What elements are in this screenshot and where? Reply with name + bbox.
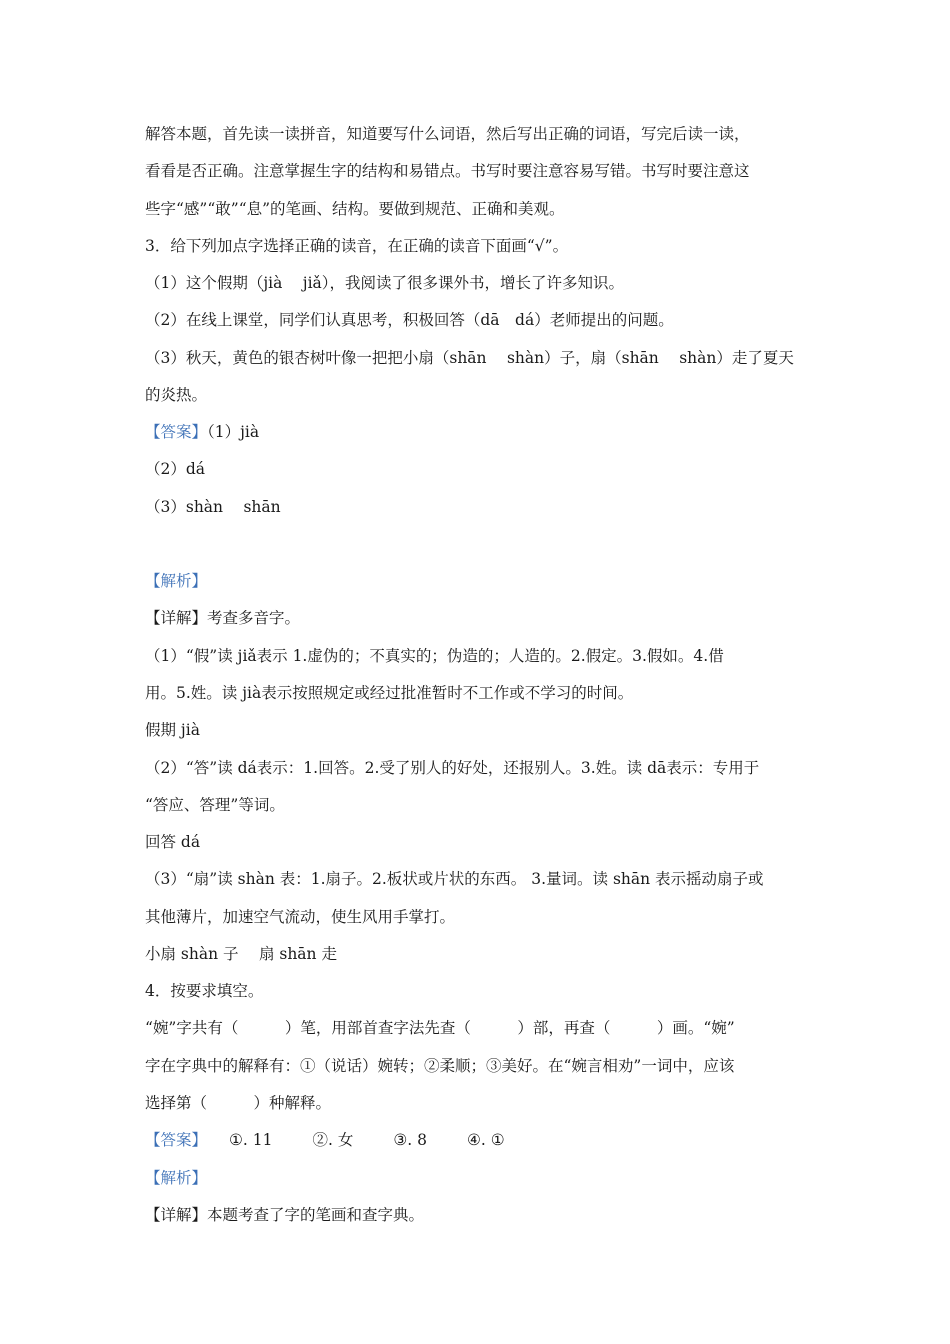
answer-line — [145, 1129, 810, 1151]
question-4-text: 选择第（ ）种解释。 — [145, 1094, 332, 1112]
question-3-item-1: （1）这个假期（jià jiǎ），我阅读了很多课外书，增长了许多知识。 — [145, 274, 625, 292]
answer-line: （2）dá — [145, 460, 206, 478]
text-line: （3）“扇”读 shàn 表：1.扇子。2.板状或片状的东西。 3.量词。读 shān 表示摇动扇子或 — [145, 870, 764, 888]
answer-tag: 【答案】 — [145, 1131, 208, 1149]
answer-item: ①. 11 — [229, 1131, 273, 1149]
text-line: 假期 jià — [145, 721, 200, 739]
answer-item: ④. ① — [466, 1131, 505, 1149]
detail-heading: 【详解】考查多音字。 — [145, 609, 301, 627]
text-line: （2）“答”读 dá表示：1.回答。2.受了别人的好处，还报别人。3.姓。读 dā表示：专用于 — [145, 759, 760, 777]
text-line: 回答 dá — [145, 833, 201, 851]
text-line: 用。5.姓。读 jià表示按照规定或经过批准暂时不工作或不学习的时间。 — [145, 684, 634, 702]
text-line: 其他薄片，加速空气流动，使生风用手掌打。 — [145, 908, 456, 926]
text-line: “答应、答理”等词。 — [145, 796, 285, 814]
text-line: （1）“假”读 jiǎ表示 1.虚伪的；不真实的；伪造的；人造的。2.假定。3.假如。4.借 — [145, 647, 724, 665]
text-line: 小扇 shàn 子 扇 shān 走 — [145, 945, 337, 963]
answer-item: ③. 8 — [393, 1131, 427, 1149]
answer-text: （1）jià — [207, 423, 260, 441]
analysis-tag: 【解析】 — [145, 572, 208, 590]
text-line: 些字“感”“敢”“息”的笔画、结构。要做到规范、正确和美观。 — [145, 200, 565, 218]
answer-line: （3）shàn shān — [145, 498, 281, 516]
question-3-item-3: （3）秋天，黄色的银杏树叶像一把把小扇（shān shàn）子，扇（shān shàn）走了夏天 — [145, 349, 794, 367]
answer-item: ②. 女 — [312, 1131, 354, 1149]
question-4-text: 字在字典中的解释有：①（说话）婉转；②柔顺；③美好。在“婉言相劝”一词中，应该 — [145, 1057, 735, 1075]
answer-line — [145, 421, 810, 443]
text-line: 看看是否正确。注意掌握生字的结构和易错点。书写时要注意容易写错。书写时要注意这 — [145, 162, 750, 180]
analysis-tag: 【解析】 — [145, 1169, 208, 1187]
question-4-text: “婉”字共有（ ）笔，用部首查字法先查（ ）部，再查（ ）画。“婉” — [145, 1019, 735, 1037]
answer-tag: 【答案】 — [145, 423, 208, 441]
text-line: 解答本题，首先读一读拼音，知道要写什么词语，然后写出正确的词语，写完后读一读， — [145, 125, 750, 143]
text-line: 的炎热。 — [145, 386, 208, 404]
question-4-title: 4．按要求填空。 — [145, 982, 264, 1000]
question-3-item-2: （2）在线上课堂，同学们认真思考，积极回答（dā dá）老师提出的问题。 — [145, 311, 674, 329]
detail-heading: 【详解】本题考查了字的笔画和查字典。 — [145, 1206, 425, 1224]
question-3-title: 3．给下列加点字选择正确的读音，在正确的读音下面画“√”。 — [145, 237, 569, 255]
